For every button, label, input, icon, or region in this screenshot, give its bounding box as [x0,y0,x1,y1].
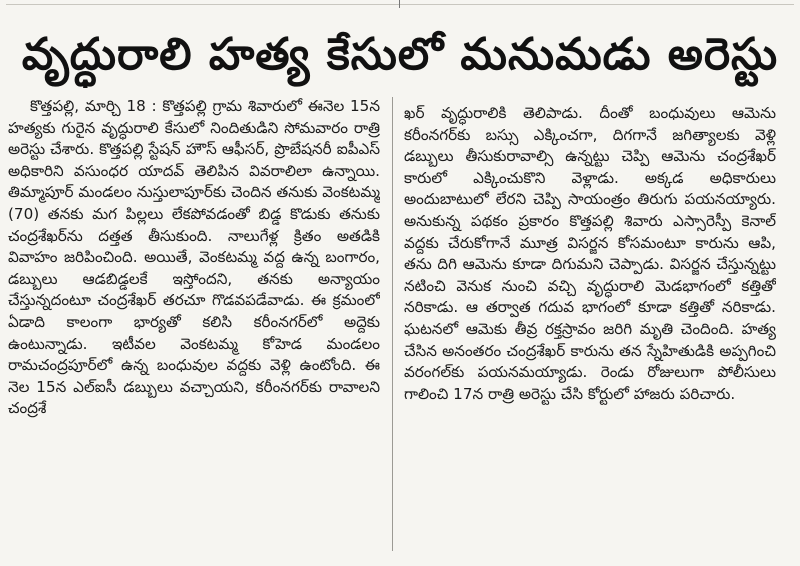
column-divider [392,97,393,551]
top-border-line [6,4,794,5]
article-column-right [404,103,776,563]
column-right-text: ఖర్ వృద్ధురాలికి తెలిపాడు. దీంతో బంధువులు ఆమెను కరీంనగర్‌కు బస్సు ఎక్కించగా, దిగగానే జగిత్యాలకు వెళ్లి డబ్బులు తీసుకురావాల్సి ఉన్నట్టు చెప్పి ఆమెను చంద్రశేఖర్ కారులో ఎక్కించుకొని వెళ్లాడు. అక్కడ అధికారులు అందుబాటులో లేరని చెప్పి సాయంత్రం తిరుగు పయనయ్యారు. అనుకున్న పథకం ప్రకారం కొత్తపల్లి శివారు ఎస్సారెస్పీ కెనాల్ వద్దకు చేరుకోగానే మూత్ర విసర్జన కోసమంటూ కారును ఆపి, తను దిగి ఆమెను కూడా దిగుమని చెప్పాడు. విసర్జన చేస్తున్నట్టు నటించి వెనుక నుంచి వచ్చి వృద్ధురాలి మెడభాగంలో కత్తితో నరికాడు. ఆ తర్వాత గదువ భాగంలో కూడా కత్తితో నరికాడు. ఘటనలో ఆమెకు తీవ్ర రక్తస్రావం జరిగి మృతి చెందింది. హత్య చేసిన అనంతరం చంద్రశేఖర్ కారును తన స్నేహితుడికి అప్పగించి వరంగల్‌కు పయనమయ్యాడు. రెండు రోజులుగా పోలీసులు గాలించి 17న రాత్రి అరెస్టు చేసి కోర్టులో హాజరు పరిచారు. [404,104,776,403]
article-column-left [8,96,380,556]
column-left-text: కొత్తపల్లి, మార్చి 18 : కొత్తపల్లి గ్రామ శివారులో ఈనెల 15న హత్యకు గురైన వృద్ధురాలి కేసులో నిందితుడిని సోమవారం రాత్రి అరెస్టు చేశారు. కొత్తపల్లి స్టేషన్ హౌస్ ఆఫీసర్, ప్రొబేషనరీ ఐపీఎస్ అధికారిని వసుంధర యాదవ్ తెలిపిన వివరాలిలా ఉన్నాయి. తిమ్మాపూర్ మండలం నుస్తులాపూర్‌కు చెందిన తనుకు వెంకటమ్మ (70) తనకు మగ పిల్లలు లేకపోవడంతో బిడ్డ కొడుకు తనుకు చంద్రశేఖర్‌ను దత్తత తీసుకుంది. నాలుగేళ్ల క్రితం అతడికి వివాహం జరిపించింది. అయితే, వెంకటమ్మ వద్ద ఉన్న బంగారం, డబ్బులు ఆడబిడ్డలకే ఇస్తోందని, తనకు అన్యాయం చేస్తున్నదంటూ చంద్రశేఖర్ తరచూ గొడవపడేవాడు. ఈ క్రమంలో ఏడాది కాలంగా భార్యతో కలిసి కరీంనగర్‌లో అద్దెకు ఉంటున్నాడు. ఇటీవల వెంకటమ్మ కోహెడ మండలం రామచంద్రపూర్‌లో ఉన్న బంధువుల వద్దకు వెళ్లి ఉంటోంది. ఈ నెల 15న ఎల్ఐసీ డబ్బులు వచ్చాయని, కరీంనగర్‌కు రావాలని చంద్రశే [8,97,380,418]
fold-mark [399,0,400,8]
article-headline: వృద్ధురాలి హత్య కేసులో మనుమడు అరెస్టు [21,29,779,80]
